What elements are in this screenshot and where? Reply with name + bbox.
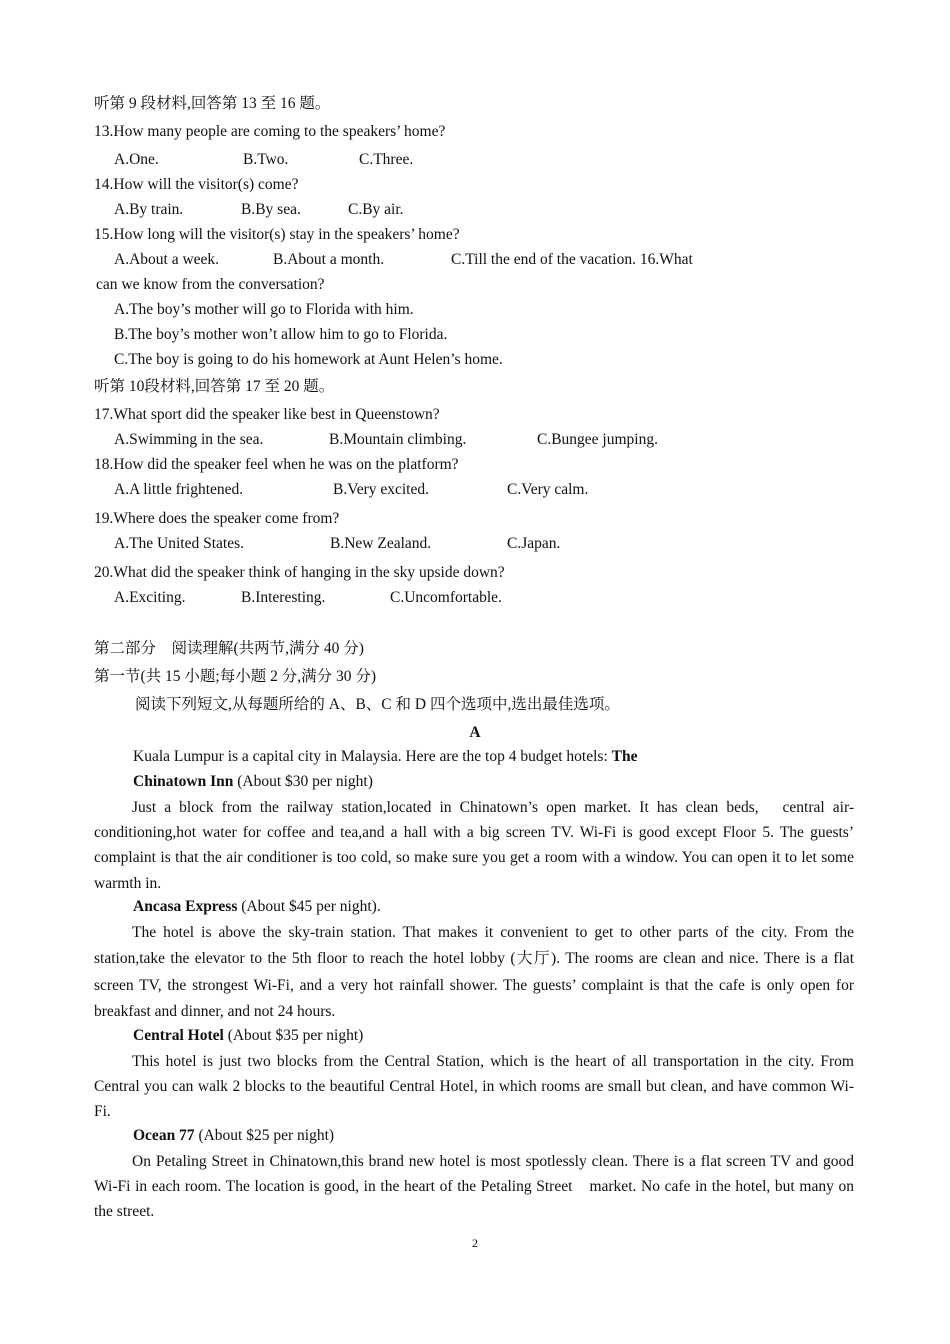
question-16-continued: can we know from the conversation? <box>96 276 325 293</box>
q19-option-c: C.Japan. <box>507 535 561 552</box>
question-13: 13.How many people are coming to the speakers’ home? <box>94 123 446 140</box>
q15-option-a: A.About a week. <box>114 251 220 268</box>
hotel1-heading <box>133 772 373 792</box>
passage-label: A <box>469 724 481 741</box>
question-17: 17.What sport did the speaker like best in Queenstown? <box>94 406 440 423</box>
hotel1-price: (About $30 per night) <box>233 773 373 790</box>
q17-option-a: A.Swimming in the sea. <box>114 431 264 448</box>
hotel3-name: Central Hotel <box>133 1027 224 1044</box>
hotel3-desc-text: This hotel is just two blocks from the Central Station, which is the heart of all transportation in the city. From Central you can walk 2 blocks to the beautiful Central Hotel, in which rooms are small but clean, and have common Wi-Fi. <box>94 1053 854 1121</box>
hotel3-heading <box>133 1026 363 1046</box>
question-14: 14.How will the visitor(s) come? <box>94 176 299 193</box>
q20-option-c: C.Uncomfortable. <box>390 589 502 606</box>
q17-option-c: C.Bungee jumping. <box>537 431 658 448</box>
question-15: 15.How long will the visitor(s) stay in the speakers’ home? <box>94 226 460 243</box>
hotel2-heading <box>133 897 381 917</box>
q14-option-a: A.By train. <box>114 201 184 218</box>
passage-intro <box>133 747 637 767</box>
q13-option-b: B.Two. <box>243 151 289 168</box>
hotel4-name: Ocean 77 <box>133 1127 195 1144</box>
section9-heading: 听第 9 段材料,回答第 13 至 16 题。 <box>94 95 331 112</box>
q19-option-a: A.The United States. <box>114 535 245 552</box>
q20-option-a: A.Exciting. <box>114 589 186 606</box>
hotel3-price: (About $35 per night) <box>223 1027 364 1044</box>
hotel4-desc-text: On Petaling Street in Chinatown,this brand new hotel is most spotlessly clean. There is a flat screen TV and good Wi-Fi in each room. The location is good, in the heart of the Petaling Street market. No cafe in the hotel, but many on the street. <box>94 1153 854 1221</box>
q16-option-b: B.The boy’s mother won’t allow him to go to Florida. <box>114 326 448 343</box>
page-number: 2 <box>472 1236 478 1250</box>
reading-section-heading: 第一节(共 15 小题;每小题 2 分,满分 30 分) <box>94 668 377 685</box>
section10-heading: 听第 10段材料,回答第 17 至 20 题。 <box>94 378 335 395</box>
reading-instruction: 阅读下列短文,从每题所给的 A、B、C 和 D 四个选项中,选出最佳选项。 <box>135 696 620 713</box>
q16-option-c: C.The boy is going to do his homework at Aunt Helen’s home. <box>114 351 503 368</box>
hotel1-name: Chinatown Inn <box>133 773 234 790</box>
hotel2-price: (About $45 per night). <box>237 898 381 915</box>
hotel2-name: Ancasa Express <box>133 898 238 915</box>
q18-option-a: A.A little frightened. <box>114 481 244 498</box>
hotel4-desc <box>94 1149 854 1225</box>
q14-option-c: C.By air. <box>348 201 404 218</box>
hotel1-desc-text: Just a block from the railway station,located in Chinatown’s open market. It has clean beds, central air-conditioning,hot water for coffee and tea,and a hall with a big screen TV. Wi-Fi is good except Floor 5. The guests’ complaint is that the air conditioner is too cold, so make sure you get a room with a window. You can open it to let some warmth in. <box>94 799 854 892</box>
q13-option-c: C.Three. <box>359 151 414 168</box>
q14-option-b: B.By sea. <box>241 201 301 218</box>
q15-option-b: B.About a month. <box>273 251 385 268</box>
question-18: 18.How did the speaker feel when he was on the platform? <box>94 456 459 473</box>
hotel3-desc <box>94 1049 854 1125</box>
reading-part-heading: 第二部分 阅读理解(共两节,满分 40 分) <box>94 640 364 657</box>
q18-option-b: B.Very excited. <box>333 481 429 498</box>
q20-option-b: B.Interesting. <box>241 589 326 606</box>
hotel4-price: (About $25 per night) <box>194 1127 335 1144</box>
hotel2-desc <box>94 920 854 1026</box>
question-20: 20.What did the speaker think of hanging in the sky upside down? <box>94 564 505 581</box>
hotel4-heading <box>133 1126 334 1146</box>
q15-option-c: C.Till the end of the vacation. 16.What <box>451 251 693 268</box>
q18-option-c: C.Very calm. <box>507 481 589 498</box>
q13-option-a: A.One. <box>114 151 159 168</box>
q16-option-a: A.The boy’s mother will go to Florida with him. <box>114 301 414 318</box>
q19-option-b: B.New Zealand. <box>330 535 432 552</box>
q17-option-b: B.Mountain climbing. <box>329 431 467 448</box>
hotel2-desc-text: The hotel is above the sky-train station. That makes it convenient to get to other parts of the city. From the station,take the elevator to the 5th floor to reach the hotel lobby (大厅). The rooms are clean and nice. There is a flat screen TV, the strongest Wi-Fi, and a very hot rainfall shower. The guests’ complaint is that the cafe is only open for breakfast and dinner, and not 24 hours. <box>94 924 854 1021</box>
intro-bold: The <box>611 748 638 765</box>
question-19: 19.Where does the speaker come from? <box>94 510 340 527</box>
intro-text: Kuala Lumpur is a capital city in Malaysia. Here are the top 4 budget hotels: <box>133 748 612 765</box>
hotel1-desc <box>94 795 854 896</box>
